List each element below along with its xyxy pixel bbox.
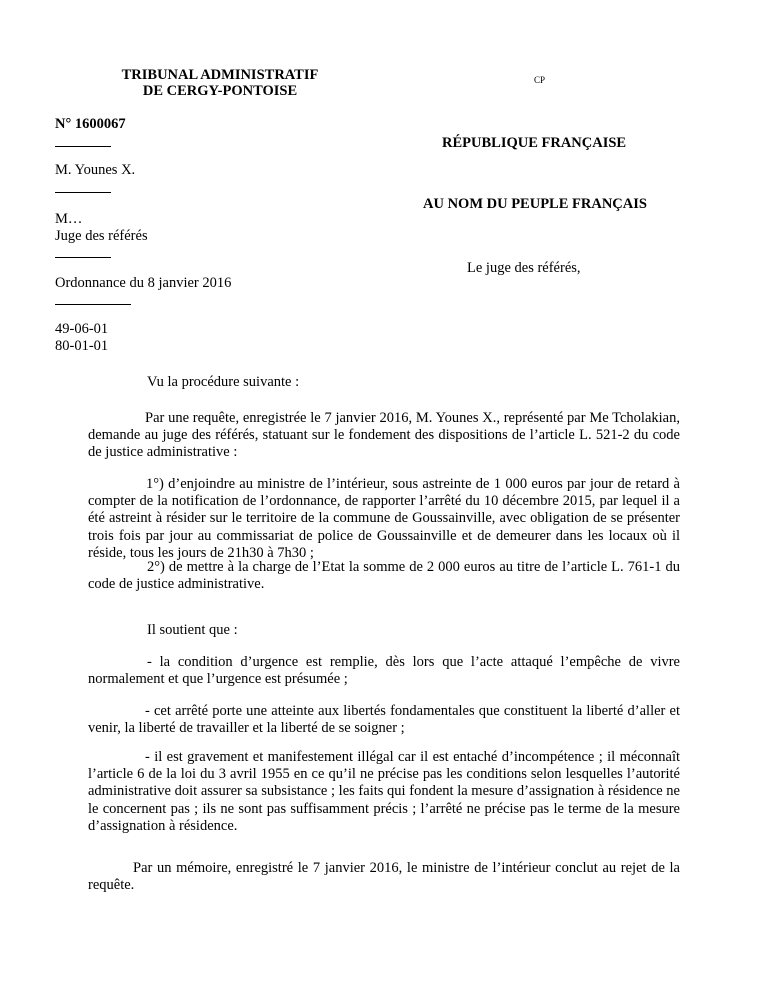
case-number: N° 1600067 <box>55 116 126 132</box>
separator-rule <box>55 257 111 258</box>
court-name-block <box>90 67 350 99</box>
separator-rule <box>55 146 111 147</box>
request-item-1: 1°) d’enjoindre au ministre de l’intérieur, sous astreinte de 1 000 euros par jour de retard à compter de la notification de l’ordonnance, de rapporter l’arrêté du 10 décembre 2015, par lequel il a été astreint à résider sur le territoire de la commune de Goussainville, avec obligation de se présenter trois fois par jour au commissariat de police de Goussainville et de demeurer dans les locaux où il réside, tous les jours de 21h30 à 7h30 ; <box>88 476 680 561</box>
procedure-intro: Vu la procédure suivante : <box>147 374 300 390</box>
classification-code: 49-06-01 <box>55 321 109 337</box>
court-name-line1: TRIBUNAL ADMINISTRATIF <box>121 67 319 83</box>
court-name-line2: DE CERGY-PONTOISE <box>142 83 298 99</box>
arguments-intro: Il soutient que : <box>147 622 238 638</box>
argument-item: - cet arrêté porte une atteinte aux libertés fondamentales que constituent la liberté d’aller et venir, la liberté de travailler et la liberté de se soigner ; <box>88 703 680 737</box>
party-name: M. Younes X. <box>55 162 136 178</box>
order-date: Ordonnance du 8 janvier 2016 <box>55 275 232 291</box>
request-paragraph: Par une requête, enregistrée le 7 janvier 2016, M. Younes X., représenté par Me Tcholakian, demande au juge des référés, statuant sur le fondement des dispositions de l’article L. 521-2 du code de justice administrative : <box>88 410 680 461</box>
request-item-2: 2°) de mettre à la charge de l’Etat la somme de 2 000 euros au titre de l’article L. 761-1 du code de justice administrative. <box>88 559 680 593</box>
memo-paragraph: Par un mémoire, enregistré le 7 janvier 2016, le ministre de l’intérieur conclut au rejet de la requête. <box>88 860 680 894</box>
republic-heading: RÉPUBLIQUE FRANÇAISE <box>442 135 627 151</box>
cp-marker: CP <box>534 75 546 85</box>
separator-rule <box>55 192 111 193</box>
people-heading: AU NOM DU PEUPLE FRANÇAIS <box>423 196 647 212</box>
judge-heading: Le juge des référés, <box>467 260 581 276</box>
separator-rule <box>55 304 131 305</box>
judge-role: Juge des référés <box>55 228 148 244</box>
argument-item: - il est gravement et manifestement illégal car il est entaché d’incompétence ; il méconnaît l’article 6 de la loi du 3 avril 1955 en ce qu’il ne précise pas les conditions selon lesquelles l’autorité administrative doit assurer sa subsistance ; les faits qui fondent la mesure d’assignation à résidence ne le concernent pas ; ils ne sont pas suffisamment précis ; l’arrêté ne précise pas le terme de la mesure d’assignation à résidence. <box>88 749 680 834</box>
classification-code: 80-01-01 <box>55 338 109 354</box>
argument-item: - la condition d’urgence est remplie, dès lors que l’acte attaqué l’empêche de vivre normalement et que l’urgence est présumée ; <box>88 654 680 688</box>
judge-name: M… <box>55 211 83 227</box>
